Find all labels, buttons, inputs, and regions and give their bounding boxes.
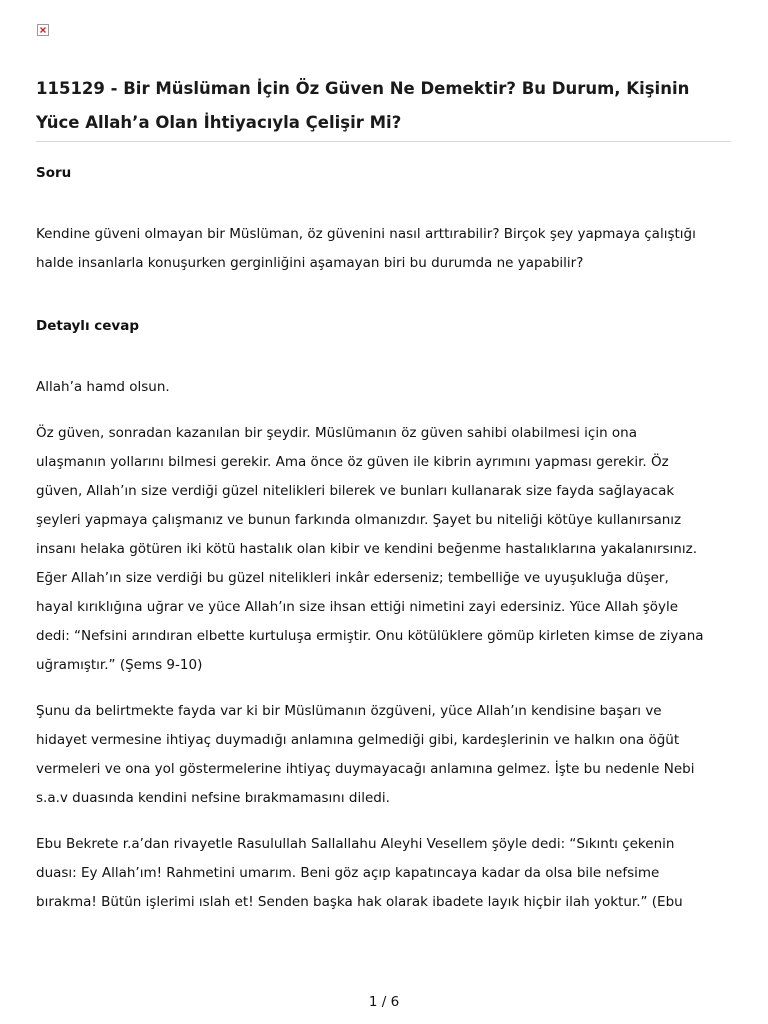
answer-paragraph-3 [36,830,736,917]
answer-paragraph-2 [36,697,736,813]
text-line: Allah’a hamd olsun. [36,379,170,395]
broken-image-icon [37,24,49,36]
text-line: s.a.v duasında kendini nefsine bırakmamasını diledi. [36,790,390,806]
text-line: uğramıştır.” (Şems 9-10) [36,657,203,673]
text-line: güven, Allah’ın size verdiği güzel nitelikleri bilerek ve bunları kullanarak size fayda sağlayacak [36,483,675,499]
title-line: Yüce Allah’a Olan İhtiyacıyla Çelişir Mi? [36,113,402,132]
text-line: vermeleri ve ona yol göstermelerine ihtiyaç duymayacağı anlamına gelmez. İşte bu nedenle Nebi [36,761,695,777]
question-paragraph [36,220,736,278]
text-line: duası: Ey Allah’ım! Rahmetini umarım. Beni göz açıp kapatıncaya kadar da olsa bile nefsime [36,865,660,881]
text-line: Öz güven, sonradan kazanılan bir şeydir. Müslümanın öz güven sahibi olabilmesi için ona [36,425,638,441]
text-line: insanı helaka götüren iki kötü hastalık olan kibir ve kendini beğenme hastalıklarına yakalanırsınız. [36,541,697,557]
answer-paragraph-1 [36,419,736,680]
text-line: şeyleri yapmaya çalışmanız ve bunun farkında olmanızdır. Şayet bu niteliği kötüye kullanırsanız [36,512,682,528]
text-line: Eğer Allah’ın size verdiği bu güzel nitelikleri inkâr ederseniz; tembelliğe ve uyuşukluğa düşer, [36,570,669,586]
page-title [36,72,732,140]
text-line: Şunu da belirtmekte fayda var ki bir Müslümanın özgüveni, yüce Allah’ın kendisine başarı ve [36,703,662,719]
text-line: dedi: “Nefsini arındıran elbette kurtuluşa ermiştir. Onu kötülüklere gömüp kirleten kimse de ziyana [36,628,704,644]
title-line: 115129 - Bir Müslüman İçin Öz Güven Ne Demektir? Bu Durum, Kişinin [36,79,690,98]
text-line: hayal kırıklığına uğrar ve yüce Allah’ın size ihsan ettiği nimetini zayi edersiniz. Yüce Allah şöyle [36,599,679,615]
text-line: Kendine güveni olmayan bir Müslüman, öz güvenini nasıl arttırabilir? Birçok şey yapmaya çalıştığı [36,226,696,242]
title-divider [36,141,731,142]
text-line: hidayet vermesine ihtiyaç duymadığı anlamına gelmediği gibi, kardeşlerinin ve halkın ona öğüt [36,732,680,748]
answer-heading: Detaylı cevap [36,318,139,334]
text-line: ulaşmanın yollarını bilmesi gerekir. Ama önce öz güven ile kibrin ayrımını yapması gerekir. Öz [36,454,669,470]
text-line: halde insanlarla konuşurken gerginliğini aşamayan biri bu durumda ne yapabilir? [36,255,584,271]
hamd-paragraph [36,373,736,402]
text-line: Ebu Bekrete r.a’dan rivayetle Rasulullah Sallallahu Aleyhi Vesellem şöyle dedi: “Sıkıntı çekenin [36,836,675,852]
question-heading: Soru [36,165,72,181]
text-line: bırakma! Bütün işlerimi ıslah et! Senden başka hak olarak ibadete layık hiçbir ilah yoktur.” (Ebu [36,894,683,910]
page-number: 1 / 6 [368,994,400,1010]
close-icon [40,27,46,33]
